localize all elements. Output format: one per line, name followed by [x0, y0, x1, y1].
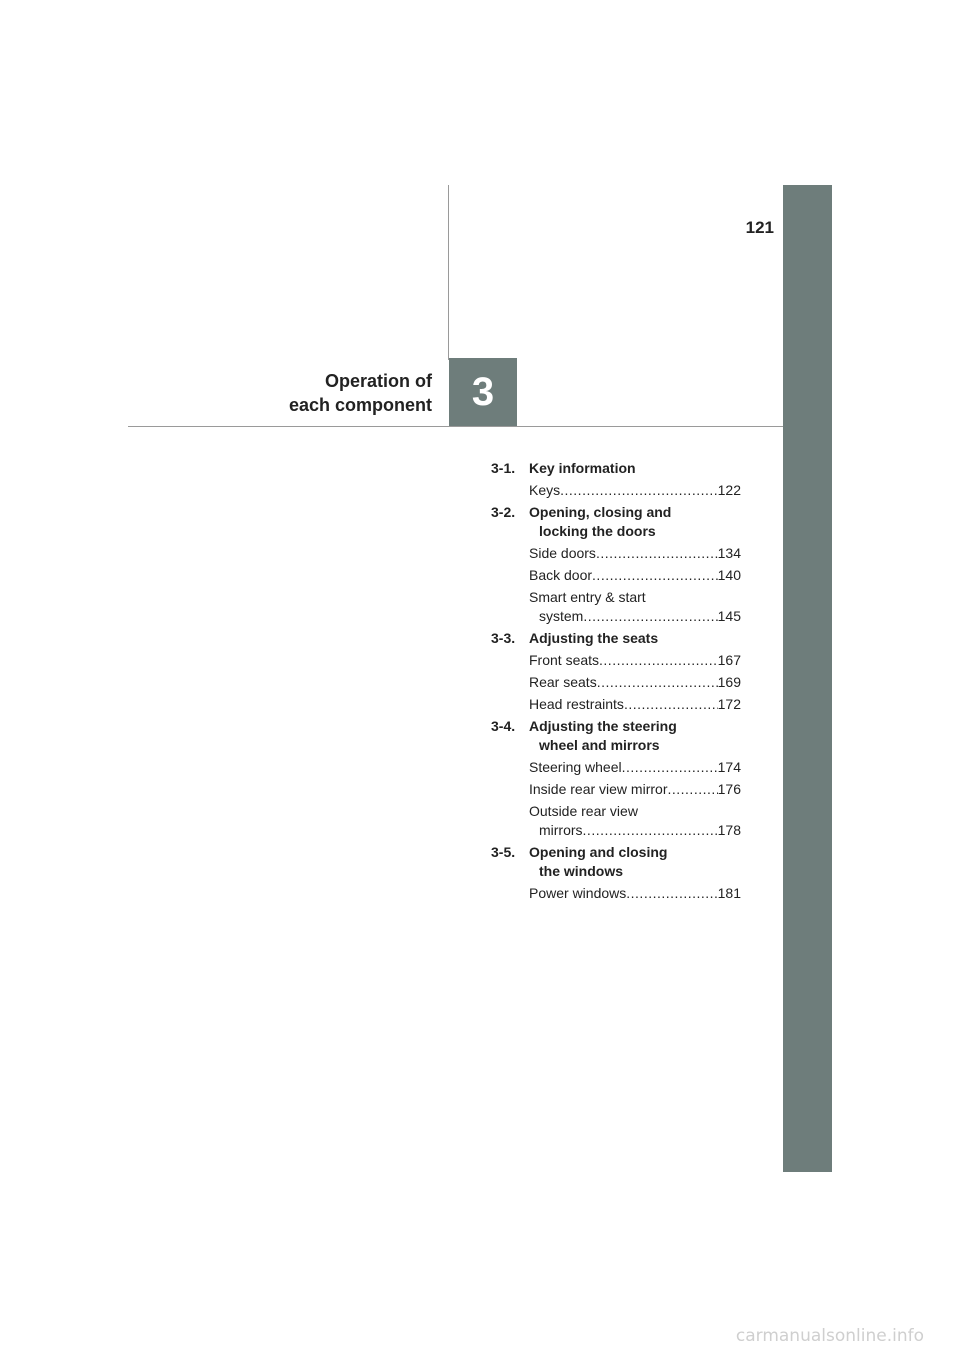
toc-section-3-4[interactable]	[491, 717, 741, 755]
toc-leader-dots	[596, 544, 718, 563]
toc-entry-front-seats[interactable]	[529, 651, 741, 670]
toc-leader-dots	[624, 695, 718, 714]
toc-entry-inside-mirror[interactable]	[529, 780, 741, 799]
toc-entry-page: 172	[717, 696, 741, 712]
toc-section-number: 3-3.	[491, 630, 516, 646]
toc-section-number: 3-4.	[491, 718, 516, 734]
toc-section-title-line: the windows	[539, 863, 623, 879]
toc-leader-dots	[592, 566, 718, 585]
toc-leader-dots	[667, 780, 717, 799]
toc-section-number: 3-2.	[491, 504, 516, 520]
toc-entry-label: Outside rear view	[529, 803, 638, 819]
vertical-rule	[448, 185, 449, 360]
chapter-side-tab	[783, 185, 832, 1172]
toc-section-3-3[interactable]	[491, 629, 741, 648]
toc-entry-smart-entry[interactable]	[529, 588, 741, 626]
toc-entry-back-door[interactable]	[529, 566, 741, 585]
toc-entry-page: 140	[717, 567, 741, 583]
toc-entry-side-doors[interactable]	[529, 544, 741, 563]
toc-entry-keys[interactable]	[529, 481, 741, 500]
toc-section-title	[529, 843, 741, 881]
toc-leader-dots	[583, 607, 717, 626]
toc-section-title-line: Key information	[529, 460, 636, 476]
toc-entry-page: 167	[717, 652, 741, 668]
toc-section-title	[529, 459, 741, 478]
toc-entry-label: Head restraints	[529, 696, 624, 712]
toc-entry-label: Back door	[529, 567, 593, 583]
toc-section-title-line: locking the doors	[539, 523, 656, 539]
toc-section-title-line: Opening and closing	[529, 844, 668, 860]
page-number: 121	[745, 218, 774, 237]
toc-entry-label: system	[539, 608, 584, 624]
watermark: carmanualsonline.info	[735, 1326, 924, 1346]
toc-entry-page: 145	[717, 608, 741, 624]
toc-section-title	[529, 717, 741, 755]
toc-entry-page: 134	[717, 545, 741, 561]
toc-section-3-2[interactable]	[491, 503, 741, 541]
toc-entry-page: 176	[717, 781, 741, 797]
table-of-contents	[491, 459, 741, 906]
section-title	[220, 369, 432, 417]
toc-entry-outside-mirrors[interactable]	[529, 802, 741, 840]
toc-section-3-5[interactable]	[491, 843, 741, 881]
toc-section-title	[529, 629, 741, 648]
toc-entry-label: Inside rear view mirror	[529, 781, 668, 797]
toc-entry-label: Power windows	[529, 885, 627, 901]
chapter-number-box	[449, 358, 517, 426]
toc-section-title	[529, 503, 741, 541]
section-title-line: Operation of	[325, 371, 432, 391]
toc-section-title-line: Adjusting the steering	[529, 718, 677, 734]
toc-leader-dots	[560, 481, 718, 500]
horizontal-rule	[128, 426, 783, 427]
toc-entry-page: 122	[717, 482, 741, 498]
toc-section-title-line: Adjusting the seats	[529, 630, 659, 646]
toc-entry-label: Keys	[529, 482, 561, 498]
toc-entry-label: Side doors	[529, 545, 596, 561]
toc-entry-page: 181	[717, 885, 741, 901]
toc-entry-rear-seats[interactable]	[529, 673, 741, 692]
chapter-number: 3	[471, 369, 495, 414]
toc-entry-label: Front seats	[529, 652, 600, 668]
toc-section-title-line: Opening, closing and	[529, 504, 672, 520]
toc-entry-power-windows[interactable]	[529, 884, 741, 903]
toc-leader-dots	[622, 758, 718, 777]
toc-section-number: 3-5.	[491, 844, 516, 860]
toc-leader-dots	[599, 651, 718, 670]
toc-section-title-line: wheel and mirrors	[539, 737, 660, 753]
toc-entry-label: Rear seats	[529, 674, 597, 690]
toc-section-3-1[interactable]	[491, 459, 741, 478]
toc-leader-dots	[597, 673, 718, 692]
toc-entry-label: mirrors	[539, 822, 583, 838]
toc-entry-label: Steering wheel	[529, 759, 622, 775]
toc-entry-page: 178	[717, 822, 741, 838]
toc-section-number: 3-1.	[491, 460, 516, 476]
toc-leader-dots	[583, 821, 718, 840]
toc-entry-head-restraints[interactable]	[529, 695, 741, 714]
section-title-line: each component	[288, 395, 432, 415]
toc-entry-page: 174	[717, 759, 741, 775]
toc-entry-label: Smart entry & start	[529, 589, 646, 605]
toc-entry-page: 169	[717, 674, 741, 690]
toc-entry-steering-wheel[interactable]	[529, 758, 741, 777]
toc-leader-dots	[626, 884, 717, 903]
